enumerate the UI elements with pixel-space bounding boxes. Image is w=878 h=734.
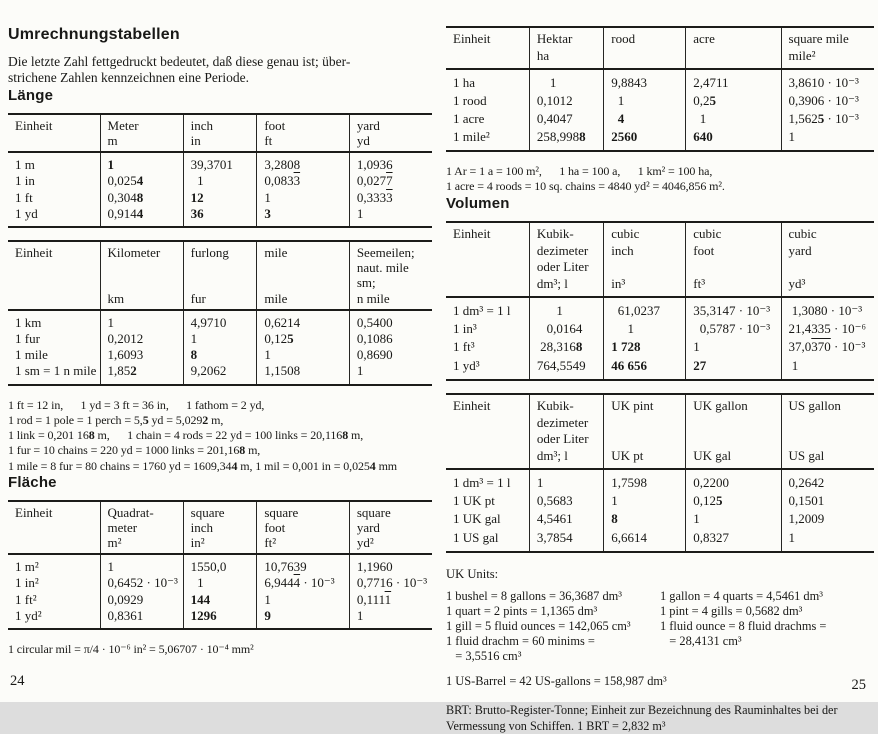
value-cell: 1 728 (604, 338, 686, 356)
table-row (8, 206, 432, 227)
left-column (0, 0, 438, 702)
value-cell: 12 (183, 190, 257, 206)
value-cell: 28,3168 (529, 338, 603, 356)
header-cell: yard yd (349, 114, 432, 152)
table-row (446, 128, 874, 151)
value-cell: 0,6214 (257, 310, 349, 331)
value-cell: 10,7639 (257, 554, 349, 575)
value-cell: 3 (257, 206, 349, 227)
value-cell: 8 (183, 347, 257, 363)
header-cell: cubic foot ft³ (686, 222, 781, 298)
uk-units-title: UK Units: (446, 566, 499, 581)
value-cell: 4 (604, 110, 686, 128)
table-row (8, 575, 432, 591)
value-cell: 46 656 (604, 357, 686, 380)
value-cell: 61,0237 (604, 297, 686, 320)
value-cell: 1 (686, 338, 781, 356)
header-cell: Einheit (8, 114, 100, 152)
header-cell: Quadrat- meter m² (100, 501, 183, 554)
value-cell: 3,7854 (529, 529, 603, 552)
unit-cell: 1 mile² (453, 129, 490, 145)
value-cell: 1,3080 · 10⁻³ (781, 297, 874, 320)
table-row (446, 529, 874, 552)
value-cell: 1 (686, 510, 781, 528)
table-row (8, 310, 432, 331)
value-cell: 764,5549 (529, 357, 603, 380)
section-heading-volumen: Volumen (446, 194, 510, 212)
value-cell: 0,1111 (349, 592, 432, 608)
value-cell: 36 (183, 206, 257, 227)
header-cell: UK pint UK pt (604, 394, 686, 470)
value-cell: 1 (529, 297, 603, 320)
header-cell: cubic yard yd³ (781, 222, 874, 298)
value-cell: 1,6093 (100, 347, 183, 363)
table-row (8, 152, 432, 173)
table-row (8, 190, 432, 206)
value-cell: 1 (604, 320, 686, 338)
value-cell: 2,4711 (686, 69, 781, 92)
flaeche-footnote: 1 circular mil = π/4 · 10⁻⁶ in² = 5,06707 · 10⁻⁴ mm² (8, 642, 254, 657)
page-number-left: 24 (10, 673, 25, 689)
value-cell: 6,9444 · 10⁻³ (257, 575, 349, 591)
table-row (8, 554, 432, 575)
page-number-right: 25 (851, 677, 866, 693)
table-header-row (446, 222, 874, 298)
uk-units-list-left: 1 bushel = 8 gallons = 36,3687 dm³ 1 quart = 2 pints = 1,1365 dm³ 1 gill = 5 fluid ounces = 142,065 cm³ 1 fluid drachm = 60 minims = = 3,5516 cm³ (446, 588, 631, 664)
value-cell: 0,7716 · 10⁻³ (349, 575, 432, 591)
table-row (8, 608, 432, 629)
unit-cell: 1 ft (15, 189, 33, 205)
header-cell: Einheit (446, 222, 529, 298)
table-row (8, 173, 432, 189)
table-row (446, 469, 874, 492)
header-cell: cubic inch in³ (604, 222, 686, 298)
value-cell: 0,3048 (100, 190, 183, 206)
header-cell: Hektar ha (529, 27, 603, 69)
table-header-row (446, 394, 874, 470)
value-cell: 0,5683 (529, 492, 603, 510)
value-cell: 0,1501 (781, 492, 874, 510)
table-laenge-meter (8, 113, 432, 228)
value-cell: 1 (781, 357, 874, 380)
uk-units-block (446, 567, 874, 690)
unit-cell: 1 yd (15, 205, 38, 221)
value-cell: 2560 (604, 128, 686, 151)
value-cell: 0,0277 (349, 173, 432, 189)
value-cell: 0,25 (686, 92, 781, 110)
value-cell: 1,7598 (604, 469, 686, 492)
value-cell: 1 (349, 363, 432, 384)
value-cell: 1 (529, 69, 603, 92)
header-cell: inch in (183, 114, 257, 152)
right-column (438, 0, 878, 733)
unit-cell: 1 m² (15, 559, 39, 575)
header-cell: square inch in² (183, 501, 257, 554)
uk-units-list-right: 1 gallon = 4 quarts = 4,5461 dm³ 1 pint = 4 gills = 0,5682 dm³ 1 fluid ounce = 8 fluid drachms = = 28,4131 cm³ (660, 588, 827, 649)
value-cell: 1 (100, 152, 183, 173)
table-volumen-uk-us (446, 393, 874, 553)
intro-text: Die letzte Zahl fettgedruckt bedeutet, daß diese genau ist; über- strichene Zahlen kennzeichnen eine Periode. (8, 54, 351, 86)
value-cell: 0,2642 (781, 469, 874, 492)
value-cell: 0,4047 (529, 110, 603, 128)
table-row (446, 338, 874, 356)
header-cell: Meter m (100, 114, 183, 152)
unit-cell: 1 acre (453, 111, 485, 126)
value-cell: 258,9988 (529, 128, 603, 151)
unit-cell: 1 km (15, 314, 42, 330)
brt-note: BRT: Brutto-Register-Tonne; Einheit zur Bezeichnung des Rauminhaltes bei der Vermessung von Schiffen. 1 BRT = 2,832 m³ (446, 703, 838, 733)
value-cell: 1,5625 · 10⁻³ (781, 110, 874, 128)
table-header-row (8, 114, 432, 152)
value-cell: 1 (257, 592, 349, 608)
header-cell: square foot ft² (257, 501, 349, 554)
value-cell: 4,9710 (183, 310, 257, 331)
value-cell: 9,8843 (604, 69, 686, 92)
header-cell: Seemeilen; naut. mile sm; n mile (349, 241, 432, 309)
value-cell: 1 (349, 608, 432, 629)
us-barrel-note: 1 US-Barrel = 42 US-gallons = 158,987 dm³ (446, 674, 667, 689)
unit-cell: 1 in² (15, 575, 39, 591)
unit-cell: 1 dm³ = 1 l (453, 475, 511, 491)
value-cell: 1 (781, 529, 874, 552)
value-cell: 1 (257, 347, 349, 363)
section-heading-flaeche: Fläche (8, 473, 57, 491)
laenge-footnotes: 1 ft = 12 in, 1 yd = 3 ft = 36 in, 1 fathom = 2 yd, 1 rod = 1 pole = 1 perch = 5,5 yd = 5,0292 m, 1 link = 0,201 168 m, 1 chain = 4 rods = 22 yd = 100 links = 20,1168 m, 1 fur = 10 chains = 220 yd = 1000 links = 201,168 m, 1 mile = 8 fur = 80 chains = 1760 yd = 1609,344 m, 1 mil = 0,001 in = 0,0254 mm (8, 397, 398, 473)
table-header-row (8, 241, 432, 309)
value-cell: 1 (349, 206, 432, 227)
value-cell: 1,1960 (349, 554, 432, 575)
value-cell: 0,8327 (686, 529, 781, 552)
value-cell: 27 (686, 357, 781, 380)
unit-cell: 1 yd³ (453, 357, 480, 373)
unit-cell: 1 UK pt (453, 493, 495, 509)
value-cell: 1 (604, 492, 686, 510)
value-cell: 0,3333 (349, 190, 432, 206)
value-cell: 1550,0 (183, 554, 257, 575)
value-cell: 0,3906 · 10⁻³ (781, 92, 874, 110)
table-row (446, 510, 874, 528)
value-cell: 1 (100, 310, 183, 331)
unit-cell: 1 dm³ = 1 l (453, 303, 511, 319)
value-cell: 1,852 (100, 363, 183, 384)
value-cell: 1 (257, 190, 349, 206)
value-cell: 0,2012 (100, 331, 183, 347)
header-cell: square mile mile² (781, 27, 874, 69)
header-cell: Einheit (446, 394, 529, 470)
header-cell: furlong fur (183, 241, 257, 309)
value-cell: 0,0164 (529, 320, 603, 338)
value-cell: 1,1508 (257, 363, 349, 384)
table-row (446, 297, 874, 320)
value-cell: 1 (686, 110, 781, 128)
table-row (8, 592, 432, 608)
value-cell: 1 (604, 92, 686, 110)
value-cell: 1296 (183, 608, 257, 629)
value-cell: 640 (686, 128, 781, 151)
header-cell: foot ft (257, 114, 349, 152)
unit-cell: 1 sm = 1 n mile (15, 363, 97, 379)
value-cell: 3,8610 · 10⁻³ (781, 69, 874, 92)
unit-cell: 1 ha (453, 74, 476, 90)
value-cell: 8 (604, 510, 686, 528)
unit-cell: 1 UK gal (453, 511, 501, 527)
value-cell: 0,1086 (349, 331, 432, 347)
value-cell: 3,2808 (257, 152, 349, 173)
value-cell: 0,125 (257, 331, 349, 347)
value-cell: 21,4335 · 10⁻⁶ (781, 320, 874, 338)
value-cell: 35,3147 · 10⁻³ (686, 297, 781, 320)
value-cell: 0,8690 (349, 347, 432, 363)
value-cell: 1 (183, 173, 257, 189)
header-cell: rood (604, 27, 686, 69)
value-cell: 0,5400 (349, 310, 432, 331)
value-cell: 1,2009 (781, 510, 874, 528)
value-cell: 0,0929 (100, 592, 183, 608)
unit-cell: 1 fur (15, 330, 40, 346)
header-cell: mile mile (257, 241, 349, 309)
hektar-footnotes: 1 Ar = 1 a = 100 m², 1 ha = 100 a, 1 km² = 100 ha, 1 acre = 4 roods = 10 sq. chains = 4840 yd² = 4046,856 m². (446, 164, 725, 194)
value-cell: 9 (257, 608, 349, 629)
table-header-row (8, 501, 432, 554)
value-cell: 0,2200 (686, 469, 781, 492)
table-header-row (446, 27, 874, 69)
header-cell: Kilometer km (100, 241, 183, 309)
value-cell: 1,0936 (349, 152, 432, 173)
table-row (446, 110, 874, 128)
value-cell: 0,0254 (100, 173, 183, 189)
header-cell: US gallon US gal (781, 394, 874, 470)
unit-cell: 1 mile (15, 347, 48, 363)
table-row (446, 92, 874, 110)
table-row (446, 69, 874, 92)
value-cell: 37,0370 · 10⁻³ (781, 338, 874, 356)
unit-cell: 1 in³ (453, 321, 477, 337)
value-cell: 1 (100, 554, 183, 575)
table-laenge-kilometer (8, 240, 432, 386)
header-cell: Kubik- dezimeter oder Liter dm³; l (529, 222, 603, 298)
value-cell: 39,3701 (183, 152, 257, 173)
page-title: Umrechnungstabellen (8, 26, 180, 43)
table-row (8, 363, 432, 384)
value-cell: 0,5787 · 10⁻³ (686, 320, 781, 338)
value-cell: 1 (183, 575, 257, 591)
value-cell: 0,6452 · 10⁻³ (100, 575, 183, 591)
header-cell: acre (686, 27, 781, 69)
header-cell: Einheit (8, 241, 100, 309)
value-cell: 1 (183, 331, 257, 347)
value-cell: 0,1012 (529, 92, 603, 110)
header-cell: Kubik- dezimeter oder Liter dm³; l (529, 394, 603, 470)
unit-cell: 1 yd² (15, 608, 42, 624)
value-cell: 6,6614 (604, 529, 686, 552)
value-cell: 1 (529, 469, 603, 492)
unit-cell: 1 ft² (15, 591, 37, 607)
value-cell: 9,2062 (183, 363, 257, 384)
header-cell: Einheit (8, 501, 100, 554)
value-cell: 4,5461 (529, 510, 603, 528)
table-row (446, 492, 874, 510)
header-cell: Einheit (446, 27, 529, 69)
section-heading-laenge: Länge (8, 86, 54, 104)
table-row (446, 320, 874, 338)
value-cell: 1 (781, 128, 874, 151)
table-flaeche-hektar (446, 26, 874, 152)
unit-cell: 1 US gal (453, 529, 499, 545)
table-row (8, 347, 432, 363)
value-cell: 0,9144 (100, 206, 183, 227)
unit-cell: 1 m (15, 157, 35, 173)
table-row (446, 357, 874, 380)
header-cell: UK gallon UK gal (686, 394, 781, 470)
header-cell: square yard yd² (349, 501, 432, 554)
table-flaeche-quadratmeter (8, 500, 432, 630)
unit-cell: 1 rood (453, 92, 487, 108)
value-cell: 0,125 (686, 492, 781, 510)
unit-cell: 1 ft³ (453, 339, 475, 355)
value-cell: 144 (183, 592, 257, 608)
table-row (8, 331, 432, 347)
value-cell: 0,0833 (257, 173, 349, 189)
unit-cell: 1 in (15, 173, 35, 189)
table-volumen-kubikdezimeter (446, 221, 874, 381)
value-cell: 0,8361 (100, 608, 183, 629)
